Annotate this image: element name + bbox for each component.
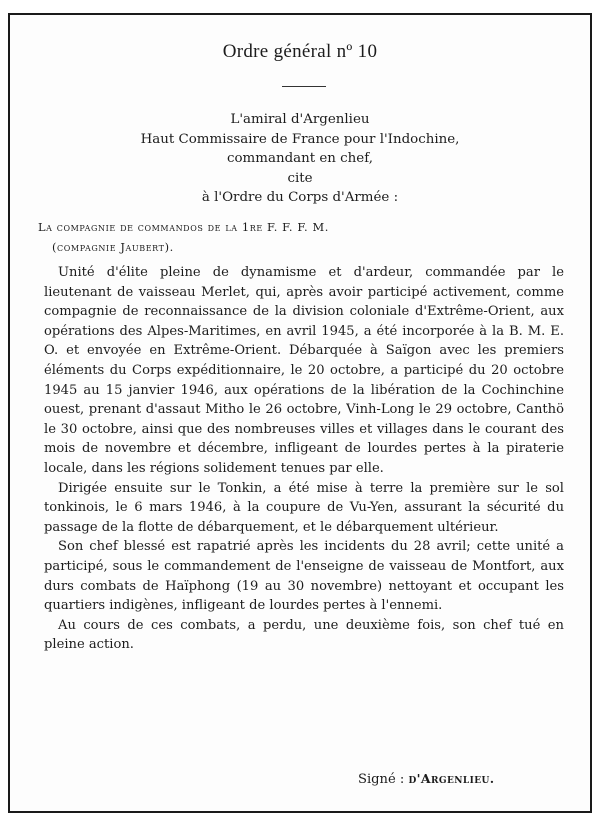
signature-label: Signé : xyxy=(358,772,405,787)
document-title: Ordre général nº 10 xyxy=(222,41,378,62)
unit-name: La compagnie de commandos de la 1re F. F. F. M. xyxy=(38,220,329,234)
header-line: commandant en chef, xyxy=(227,151,373,166)
cited-unit xyxy=(38,218,578,257)
header-line: Haut Commissaire de France pour l'Indochine, xyxy=(140,131,460,147)
header-line: à l'Ordre du Corps d'Armée : xyxy=(201,190,399,205)
citation-text xyxy=(44,263,564,655)
document-page xyxy=(8,13,592,813)
header-line: L'amiral d'Argenlieu xyxy=(230,112,370,127)
unit-subname: (compagnie Jaubert). xyxy=(52,239,174,254)
paragraph: Au cours de ces combats, a perdu, une deuxième fois, son chef tué en pleine action. xyxy=(44,617,564,653)
paragraph: Dirigée ensuite sur le Tonkin, a été mise à terre la première sur le sol tonkinois, le 6 mars 1946, à la coupure de Vu-Yen, assurant la sécurité du passage de la flotte de débarquement, et le débarquement ultérieur. xyxy=(44,480,564,535)
citing-authority xyxy=(10,110,590,208)
signature xyxy=(358,771,494,787)
paragraph: Unité d'élite pleine de dynamisme et d'ardeur, commandée par le lieutenant de vaisseau Merlet, qui, après avoir participé activement, comme compagnie de reconnaissance de la division coloniale d'Extrême-Orient, aux opérations des Alpes-Maritimes, en avril 1945, a été incorporée à la B. M. E. O. et envoyée en Extrême-Orient. Débarquée à Saïgon avec les premiers éléments du Corps expéditionnaire, le 20 octobre, a participé du 20 octobre 1945 au 15 janvier 1946, aux opérations de la libération de la Cochinchine ouest, prenant d'assaut Mitho le 26 octobre, Vinh-Long le 29 octobre, Canthö le 30 octobre, ainsi que des nombreuses villes et villages dans le courant des mois de novembre et décembre, infligeant de lourdes pertes à la piraterie locale, dans les régions solidement tenues par elle. xyxy=(44,265,564,476)
header-line: cite xyxy=(287,170,313,186)
paragraph: Son chef blessé est rapatrié après les incidents du 28 avril; cette unité a participé, sous le commandement de l'enseigne de vaisseau de Montfort, aux durs combats de Haïphong (19 au 30 novembre) nettoyant et occupant les quartiers indigènes, infligeant de lourdes pertes à l'ennemi. xyxy=(44,539,564,614)
signature-name: d'Argenlieu. xyxy=(408,771,495,786)
title-divider xyxy=(282,86,326,87)
